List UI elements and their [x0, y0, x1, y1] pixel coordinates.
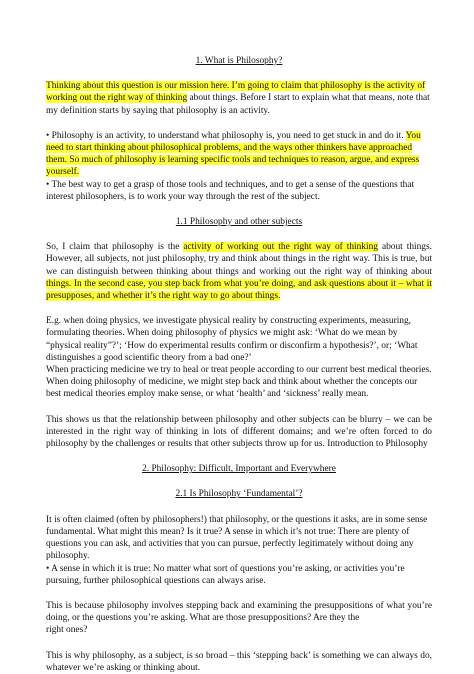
paragraph-text: about things. Before I start to explain what that means, note that my definition starts by saying that philosophy is an activity. — [46, 93, 430, 116]
subsection-heading-other-subjects: 1.1 Philosophy and other subjects — [175, 217, 303, 228]
highlighted-text: activity of working out the right way of thinking — [183, 242, 378, 253]
highlighted-text: things. In the second case, you step back from what you’re doing, and ask questions about it – what it presupposes, and whether it’s the right way to go about things. — [46, 278, 432, 302]
stepping-back-paragraph: This is because philosophy involves stepping back and examining the presuppositions of what you’re doing, or the questions you’re asking. What are those presuppositions? Are they the — [46, 600, 432, 624]
activity-paragraph — [46, 130, 432, 179]
medicine-paragraph: When practicing medicine we try to heal or treat people according to our current best medical theories. When doing philosophy of medicine, we might step back and think about whether the concepts our best medical theories employ make sense, or what ‘health’ and ‘sickness’ really mean. — [46, 365, 432, 400]
highlighted-text: You need to start thinking about philosophical problems, and the ways other thinkers have approached them. So much of philosophy is learning specific tools and techniques to reason, argue, and express yourself. — [46, 130, 421, 178]
paragraph-text: • Philosophy is an activity, to understand what philosophy is, you need to get stuck in and do it. — [46, 130, 406, 141]
claim-paragraph — [46, 241, 432, 302]
highlighted-text: Thinking about this question is our mission here. I’m going to claim that philosophy is the activity of working out the right way of thinking — [46, 81, 426, 104]
stepping-back-continuation: right ones? — [46, 625, 88, 636]
broad-subject-paragraph: This is why philosophy, as a subject, is so broad – this ‘stepping back’ is something we can always do, whatever we’re asking or thinking about. — [46, 650, 432, 673]
intro-paragraph — [46, 80, 432, 117]
section-heading-what-is-philosophy: 1. What is Philosophy? — [195, 56, 283, 66]
best-way-paragraph: • The best way to get a grasp of those tools and techniques, and to get a sense of the questions that interest philosophers, is to work your way through the rest of the subject. — [46, 179, 415, 202]
physics-example-paragraph: E.g. when doing physics, we investigate physical reality by constructing experiments, measuring, formulating theories. When doing philosophy of physics we might ask: ‘What do we mean by “physical reality”?’; ‘How do experimental results confirm or disconfirm a hypothesis?’, or; ‘What distinguishes a good scientific theory from a bad one?’ — [46, 316, 418, 363]
paragraph-text: about things. However, all subjects, not just philosophy, try and think about things in the right way. This is true, but we can distinguish between thinking about things and working out the right way of thinking about — [46, 242, 432, 277]
section-heading-difficult-important: 2. Philosophy: Difficult, Important and Everywhere — [142, 464, 336, 475]
sense-true-paragraph: • A sense in which it is true: No matter what sort of questions you’re asking, or activities you’re pursuing, further philosophical questions can always arise. — [46, 563, 405, 586]
subsection-heading-fundamental: 2.1 Is Philosophy ‘Fundamental’? — [175, 489, 303, 500]
relationship-paragraph: This shows us that the relationship between philosophy and other subjects can be blurry – we can be interested in the right way of thinking in lots of different domains; and we’re often forced to do philosophy by the challenges or results that other subjects throw up for us. Introduction to Philosophy — [46, 414, 432, 450]
paragraph-text: So, I claim that philosophy is the — [46, 242, 184, 253]
fundamental-paragraph: It is often claimed (often by philosophers!) that philosophy, or the questions it asks, are in some sense fundamental. What might this mean? Is it true? A sense in which it’s not true: There are plenty of questions you can ask, and activities that you can pursue, perfectly legitimately without doing any philosophy. — [46, 514, 428, 562]
